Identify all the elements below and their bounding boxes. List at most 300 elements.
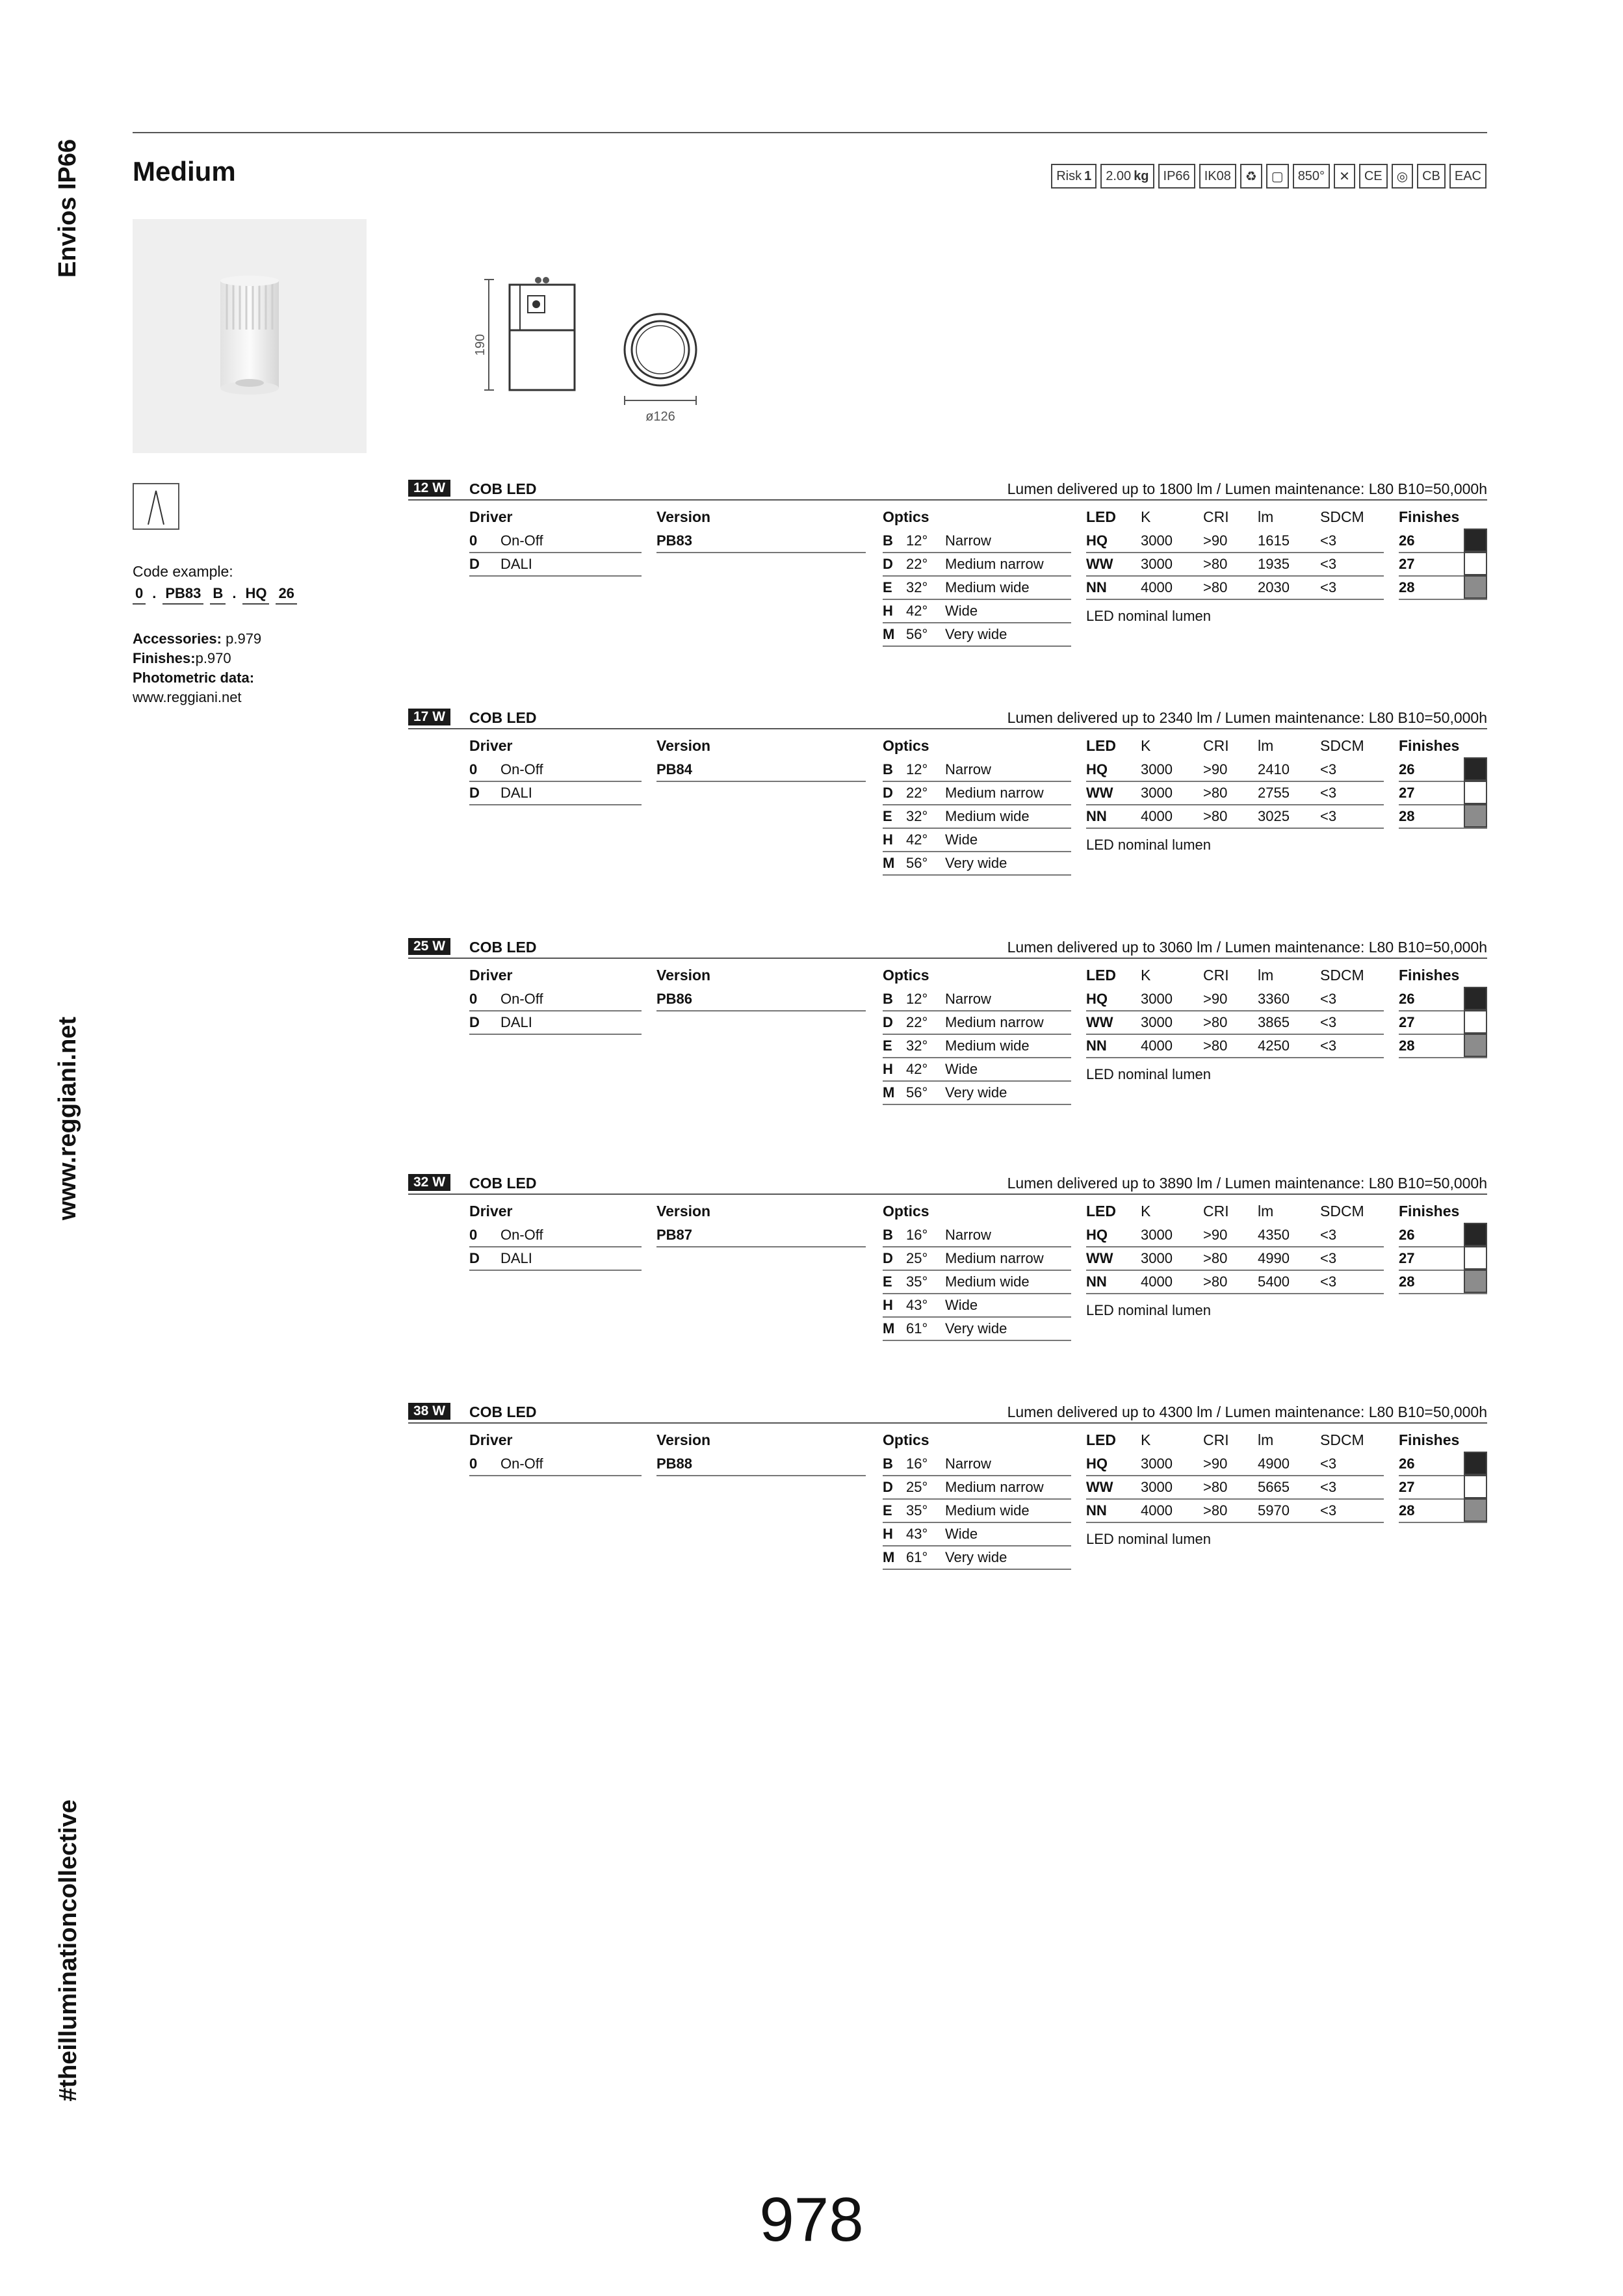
led-header-lm: lm (1258, 508, 1274, 525)
driver-column (469, 1203, 642, 1271)
optics-row[interactable] (883, 577, 1071, 600)
led-k: 4000 (1141, 808, 1173, 824)
finish-swatch[interactable] (1464, 575, 1487, 599)
finish-code: 28 (1399, 579, 1415, 595)
led-header-row (1086, 737, 1384, 755)
optics-row[interactable] (883, 805, 1071, 829)
led-header-cri: CRI (1203, 1431, 1229, 1448)
optic-name: Wide (945, 831, 978, 848)
led-cri: >80 (1203, 1037, 1228, 1054)
led-sdcm: <3 (1320, 1014, 1337, 1030)
finish-row[interactable] (1399, 577, 1487, 600)
driver-code: 0 (469, 1227, 478, 1243)
led-header-sdcm: SDCM (1320, 737, 1364, 754)
led-rows (1086, 988, 1384, 1058)
optics-row[interactable] (883, 829, 1071, 852)
optics-column (883, 1431, 1071, 1570)
finishes-page[interactable]: p.970 (195, 650, 231, 666)
product-section (408, 1403, 1487, 1598)
optic-code: H (883, 1526, 893, 1542)
led-row[interactable] (1086, 1271, 1384, 1294)
led-header-sdcm: SDCM (1320, 508, 1364, 525)
optic-code: M (883, 1084, 895, 1101)
optics-header: Optics (883, 508, 929, 525)
section-header (408, 1403, 1487, 1424)
finish-swatch[interactable] (1464, 1034, 1487, 1057)
optic-angle: 32° (906, 808, 928, 824)
driver-row[interactable] (469, 530, 642, 553)
led-header-cri: CRI (1203, 1203, 1229, 1220)
led-code: WW (1086, 1250, 1113, 1266)
led-row[interactable] (1086, 577, 1384, 600)
led-row[interactable] (1086, 1247, 1384, 1271)
led-row[interactable] (1086, 1500, 1384, 1523)
side-website[interactable]: www.reggiani.net (54, 1016, 82, 1220)
led-lm: 1935 (1258, 556, 1290, 572)
cert-icon (1293, 164, 1330, 189)
finish-swatch[interactable] (1464, 987, 1487, 1010)
led-row[interactable] (1086, 1035, 1384, 1058)
optic-angle: 12° (906, 761, 928, 777)
led-lm: 1615 (1258, 532, 1290, 549)
led-row[interactable] (1086, 988, 1384, 1011)
led-sdcm: <3 (1320, 532, 1337, 549)
version-row[interactable] (656, 530, 866, 553)
finish-code: 28 (1399, 808, 1415, 824)
finish-swatch[interactable] (1464, 1270, 1487, 1293)
led-code: NN (1086, 1502, 1107, 1519)
optics-row[interactable] (883, 1476, 1071, 1500)
optics-row[interactable] (883, 1271, 1071, 1294)
section-header (408, 1174, 1487, 1195)
finishes-header: Finishes (1399, 508, 1460, 525)
optics-row[interactable] (883, 1035, 1071, 1058)
led-row[interactable] (1086, 805, 1384, 829)
optics-row[interactable] (883, 1453, 1071, 1476)
led-lm: 2030 (1258, 579, 1290, 595)
finish-row[interactable] (1399, 1011, 1487, 1035)
optic-angle: 61° (906, 1549, 928, 1565)
led-header-sdcm: SDCM (1320, 1431, 1364, 1448)
optics-column (883, 1203, 1071, 1341)
led-rows (1086, 1453, 1384, 1523)
driver-name: DALI (500, 785, 532, 801)
optic-code: E (883, 1502, 892, 1519)
finishes-column (1399, 1203, 1487, 1294)
driver-column (469, 967, 642, 1035)
finishes-label: Finishes: (133, 650, 196, 666)
optic-name: Medium wide (945, 1502, 1030, 1519)
optics-rows (883, 1453, 1071, 1570)
driver-row[interactable] (469, 988, 642, 1011)
driver-rows (469, 530, 642, 577)
led-sdcm: <3 (1320, 579, 1337, 595)
cert-value: kg (1134, 168, 1149, 183)
optic-code: E (883, 579, 892, 595)
finish-row[interactable] (1399, 1247, 1487, 1271)
finish-code: 26 (1399, 761, 1415, 777)
led-header-lm: lm (1258, 967, 1274, 984)
height-label: 190 (473, 333, 488, 356)
finish-swatch[interactable] (1464, 1452, 1487, 1475)
optic-angle: 22° (906, 785, 928, 801)
led-header-lm: lm (1258, 1203, 1274, 1220)
finish-rows (1399, 1453, 1487, 1523)
finishes-column (1399, 967, 1487, 1058)
led-k: 3000 (1141, 1014, 1173, 1030)
led-header-row (1086, 967, 1384, 984)
lumen-info: Lumen delivered up to 3060 lm / Lumen maintenance: L80 B10=50,000h (1007, 939, 1487, 956)
led-lm: 3360 (1258, 991, 1290, 1007)
led-code: HQ (1086, 1227, 1108, 1243)
driver-rows (469, 988, 642, 1035)
cert-label: CE (1364, 168, 1383, 183)
cert-icon (1417, 164, 1446, 189)
optic-name: Very wide (945, 1320, 1007, 1337)
optic-angle: 56° (906, 626, 928, 642)
optic-name: Medium wide (945, 1037, 1030, 1054)
led-sdcm: <3 (1320, 991, 1337, 1007)
led-code: HQ (1086, 532, 1108, 549)
led-nominal-note: LED nominal lumen (1086, 1066, 1211, 1082)
source-type: COB LED (469, 480, 537, 497)
led-sdcm: <3 (1320, 785, 1337, 801)
optic-angle: 16° (906, 1455, 928, 1472)
optic-name: Wide (945, 603, 978, 619)
version-code: PB83 (656, 532, 693, 549)
led-header-lm: lm (1258, 1431, 1274, 1448)
driver-code: D (469, 556, 480, 572)
optic-code: B (883, 532, 893, 549)
finish-swatch[interactable] (1464, 781, 1487, 804)
optics-row[interactable] (883, 782, 1071, 805)
product-section (408, 480, 1487, 675)
source-type: COB LED (469, 709, 537, 726)
optic-angle: 16° (906, 1227, 928, 1243)
driver-name: On-Off (500, 991, 543, 1007)
version-row[interactable] (656, 759, 866, 782)
optics-row[interactable] (883, 530, 1071, 553)
finish-row[interactable] (1399, 805, 1487, 829)
finish-swatch[interactable] (1464, 804, 1487, 828)
led-code: WW (1086, 785, 1113, 801)
led-row[interactable] (1086, 1224, 1384, 1247)
optic-angle: 61° (906, 1320, 928, 1337)
optic-code: E (883, 1273, 892, 1290)
led-row[interactable] (1086, 782, 1384, 805)
version-column (656, 1431, 866, 1476)
finish-row[interactable] (1399, 553, 1487, 577)
version-code: PB88 (656, 1455, 693, 1472)
optics-row[interactable] (883, 600, 1071, 623)
led-k: 3000 (1141, 785, 1173, 801)
diameter-label: ø126 (645, 410, 675, 424)
finish-code: 28 (1399, 1037, 1415, 1054)
optic-code: H (883, 831, 893, 848)
optics-row[interactable] (883, 852, 1071, 876)
cert-icon (1334, 164, 1355, 189)
led-nominal-note: LED nominal lumen (1086, 837, 1211, 853)
led-sdcm: <3 (1320, 1273, 1337, 1290)
led-k: 4000 (1141, 1502, 1173, 1519)
finish-row[interactable] (1399, 530, 1487, 553)
led-lm: 4900 (1258, 1455, 1290, 1472)
optic-name: Medium narrow (945, 785, 1044, 801)
optic-code: H (883, 1061, 893, 1077)
led-cri: >90 (1203, 532, 1228, 549)
finish-swatch[interactable] (1464, 1223, 1487, 1246)
optics-row[interactable] (883, 759, 1071, 782)
info-block (133, 629, 261, 707)
driver-header: Driver (469, 967, 513, 984)
led-lm: 3025 (1258, 808, 1290, 824)
optic-name: Medium wide (945, 808, 1030, 824)
finish-row[interactable] (1399, 1271, 1487, 1294)
cert-label: 2.00 (1106, 168, 1132, 183)
finish-code: 26 (1399, 1227, 1415, 1243)
version-header: Version (656, 508, 711, 525)
version-header: Version (656, 1203, 711, 1220)
finish-swatch[interactable] (1464, 1246, 1487, 1270)
version-header: Version (656, 737, 711, 754)
led-code: NN (1086, 808, 1107, 824)
finish-row[interactable] (1399, 782, 1487, 805)
cert-icon (1392, 164, 1413, 189)
led-k: 3000 (1141, 761, 1173, 777)
optic-code: H (883, 603, 893, 619)
led-lm: 5665 (1258, 1479, 1290, 1495)
finish-rows (1399, 988, 1487, 1058)
led-k: 3000 (1141, 532, 1173, 549)
driver-row[interactable] (469, 1224, 642, 1247)
finish-code: 27 (1399, 556, 1415, 572)
led-row[interactable] (1086, 1476, 1384, 1500)
lumen-info: Lumen delivered up to 4300 lm / Lumen maintenance: L80 B10=50,000h (1007, 1403, 1487, 1420)
led-k: 3000 (1141, 556, 1173, 572)
driver-code: 0 (469, 761, 478, 777)
led-lm: 2410 (1258, 761, 1290, 777)
driver-column (469, 1431, 642, 1476)
led-code: HQ (1086, 1455, 1108, 1472)
lumen-info: Lumen delivered up to 2340 lm / Lumen maintenance: L80 B10=50,000h (1007, 709, 1487, 726)
cert-label: Risk (1056, 168, 1082, 183)
led-code: NN (1086, 1037, 1107, 1054)
optic-code: H (883, 1297, 893, 1313)
wattage-badge: 12 W (408, 480, 450, 497)
optics-row[interactable] (883, 1224, 1071, 1247)
version-code: PB87 (656, 1227, 693, 1243)
driver-column (469, 508, 642, 577)
finish-row[interactable] (1399, 1224, 1487, 1247)
wattage-badge: 17 W (408, 709, 450, 725)
driver-name: DALI (500, 556, 532, 572)
version-column (656, 1203, 866, 1247)
driver-name: On-Off (500, 532, 543, 549)
optic-angle: 42° (906, 603, 928, 619)
led-code: WW (1086, 556, 1113, 572)
led-lm: 4350 (1258, 1227, 1290, 1243)
led-k: 3000 (1141, 1250, 1173, 1266)
beam-angle-icon (133, 483, 179, 530)
led-cri: >80 (1203, 1250, 1228, 1266)
optic-code: E (883, 808, 892, 824)
led-sdcm: <3 (1320, 808, 1337, 824)
driver-row[interactable] (469, 1453, 642, 1476)
optics-row[interactable] (883, 1082, 1071, 1105)
finish-swatch[interactable] (1464, 1498, 1487, 1522)
finish-swatch[interactable] (1464, 528, 1487, 552)
accessories-page[interactable]: p.979 (226, 631, 262, 647)
led-row[interactable] (1086, 1011, 1384, 1035)
optics-rows (883, 988, 1071, 1105)
version-column (656, 967, 866, 1011)
led-rows (1086, 1224, 1384, 1294)
cert-label: ◎ (1396, 169, 1409, 184)
optics-header: Optics (883, 1431, 929, 1448)
led-cri: >90 (1203, 1455, 1228, 1472)
optic-angle: 42° (906, 831, 928, 848)
driver-header: Driver (469, 1203, 513, 1220)
wattage-badge: 32 W (408, 1174, 450, 1191)
cert-label: ♻ (1245, 169, 1257, 184)
optic-name: Medium narrow (945, 1014, 1044, 1030)
cert-label: EAC (1454, 168, 1481, 183)
finishes-column (1399, 1431, 1487, 1523)
code-part: 0 (133, 585, 146, 605)
driver-row[interactable] (469, 782, 642, 805)
finishes-column (1399, 737, 1487, 829)
led-cri: >80 (1203, 556, 1228, 572)
top-rule (133, 132, 1487, 133)
led-header-k: K (1141, 1431, 1151, 1448)
version-header: Version (656, 1431, 711, 1448)
optic-name: Very wide (945, 1084, 1007, 1101)
optic-angle: 56° (906, 1084, 928, 1101)
led-row[interactable] (1086, 553, 1384, 577)
finish-row[interactable] (1399, 988, 1487, 1011)
version-header: Version (656, 967, 711, 984)
led-row[interactable] (1086, 759, 1384, 782)
driver-name: On-Off (500, 1455, 543, 1472)
led-row[interactable] (1086, 1453, 1384, 1476)
led-column (1086, 1203, 1384, 1319)
led-sdcm: <3 (1320, 1479, 1337, 1495)
led-k: 4000 (1141, 579, 1173, 595)
optics-row[interactable] (883, 988, 1071, 1011)
photometric-link[interactable]: www.reggiani.net (133, 689, 242, 705)
optic-name: Medium narrow (945, 556, 1044, 572)
optics-row[interactable] (883, 553, 1071, 577)
optic-angle: 32° (906, 579, 928, 595)
optic-name: Wide (945, 1297, 978, 1313)
driver-row[interactable] (469, 553, 642, 577)
optic-angle: 42° (906, 1061, 928, 1077)
optics-row[interactable] (883, 1500, 1071, 1523)
optics-row[interactable] (883, 1058, 1071, 1082)
led-sdcm: <3 (1320, 556, 1337, 572)
optic-name: Very wide (945, 855, 1007, 871)
optic-angle: 12° (906, 532, 928, 549)
optics-row[interactable] (883, 623, 1071, 647)
version-row[interactable] (656, 988, 866, 1011)
led-header-cri: CRI (1203, 967, 1229, 984)
optics-row[interactable] (883, 1523, 1071, 1546)
finish-swatch[interactable] (1464, 552, 1487, 575)
optics-row[interactable] (883, 1294, 1071, 1318)
code-part: PB83 (162, 585, 203, 605)
cert-label: CB (1422, 168, 1440, 183)
led-rows (1086, 759, 1384, 829)
optic-angle: 22° (906, 556, 928, 572)
led-header-k: K (1141, 508, 1151, 525)
driver-row[interactable] (469, 1011, 642, 1035)
code-part: 26 (276, 585, 296, 605)
finish-swatch[interactable] (1464, 1010, 1487, 1034)
driver-header: Driver (469, 1431, 513, 1448)
version-column (656, 508, 866, 553)
finish-row[interactable] (1399, 1500, 1487, 1523)
accessories-label: Accessories: (133, 631, 222, 647)
led-code: WW (1086, 1479, 1113, 1495)
optic-name: Medium wide (945, 1273, 1030, 1290)
optics-row[interactable] (883, 1011, 1071, 1035)
finish-rows (1399, 759, 1487, 829)
optic-code: E (883, 1037, 892, 1054)
led-k: 3000 (1141, 1479, 1173, 1495)
optics-row[interactable] (883, 1318, 1071, 1341)
led-lm: 4250 (1258, 1037, 1290, 1054)
code-example-label: Code example: (133, 563, 233, 580)
led-k: 3000 (1141, 1455, 1173, 1472)
driver-row[interactable] (469, 759, 642, 782)
finish-row[interactable] (1399, 1453, 1487, 1476)
optics-row[interactable] (883, 1247, 1071, 1271)
finish-row[interactable] (1399, 1035, 1487, 1058)
optic-angle: 32° (906, 1037, 928, 1054)
finishes-header: Finishes (1399, 737, 1460, 754)
led-sdcm: <3 (1320, 1502, 1337, 1519)
cert-label: 850° (1297, 168, 1325, 183)
optic-name: Wide (945, 1061, 978, 1077)
finish-row[interactable] (1399, 759, 1487, 782)
version-row[interactable] (656, 1453, 866, 1476)
optics-column (883, 508, 1071, 647)
driver-rows (469, 1453, 642, 1476)
version-row[interactable] (656, 1224, 866, 1247)
code-example (133, 585, 297, 605)
version-code: PB84 (656, 761, 693, 777)
led-k: 4000 (1141, 1273, 1173, 1290)
product-photo (133, 219, 367, 453)
driver-row[interactable] (469, 1247, 642, 1271)
led-header-k: K (1141, 737, 1151, 754)
led-column (1086, 508, 1384, 625)
driver-name: DALI (500, 1014, 532, 1030)
cert-label: ✕ (1339, 169, 1350, 184)
optic-angle: 25° (906, 1250, 928, 1266)
led-cri: >80 (1203, 785, 1228, 801)
optic-name: Narrow (945, 991, 991, 1007)
finish-swatch[interactable] (1464, 757, 1487, 781)
finish-swatch[interactable] (1464, 1475, 1487, 1498)
finish-row[interactable] (1399, 1476, 1487, 1500)
cert-icon (1359, 164, 1388, 189)
optics-row[interactable] (883, 1546, 1071, 1570)
code-part: B (210, 585, 226, 605)
optic-angle: 12° (906, 991, 928, 1007)
led-row[interactable] (1086, 530, 1384, 553)
driver-name: On-Off (500, 761, 543, 777)
